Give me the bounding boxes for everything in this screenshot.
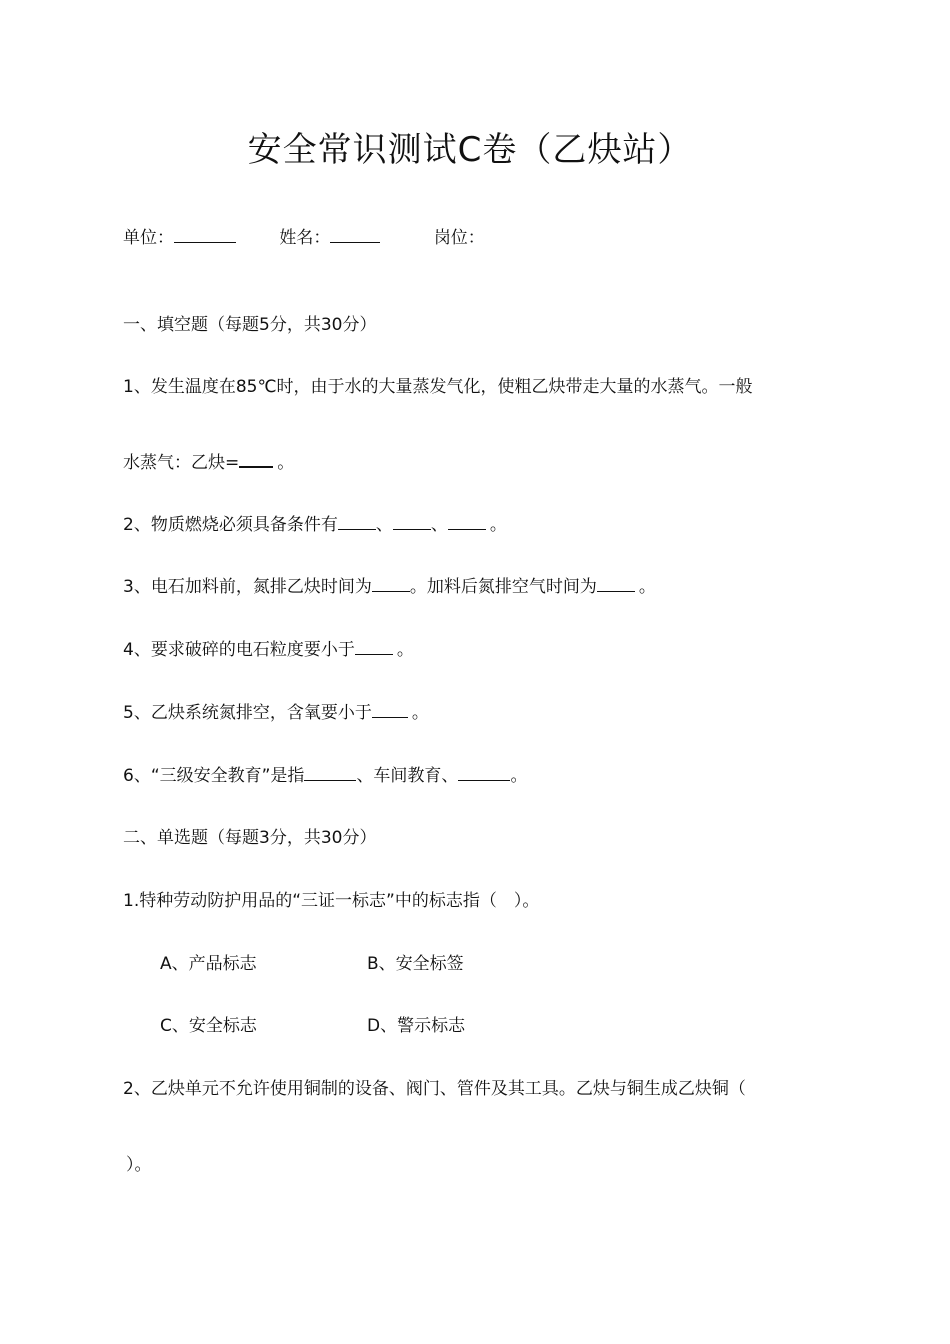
q2-sep-2: 、	[430, 515, 448, 535]
unit-blank[interactable]	[174, 226, 236, 243]
q6-blank-2[interactable]	[458, 764, 510, 781]
q2-suffix: 。	[489, 515, 507, 535]
q5-prefix: 5、乙炔系统氮排空，含氧要小于	[123, 703, 372, 723]
q1-option-a[interactable]: A、产品标志	[160, 954, 257, 974]
q3-suffix: 。	[638, 577, 656, 597]
q2-prefix: 2、物质燃烧必须具备条件有	[123, 515, 338, 535]
q1-option-b[interactable]: B、安全标签	[367, 954, 464, 974]
q1-blank[interactable]	[239, 450, 273, 468]
q1-option-c[interactable]: C、安全标志	[160, 1016, 257, 1036]
q5-blank[interactable]	[372, 701, 408, 718]
choice-question-2-line2: ）。	[126, 1155, 152, 1175]
q3-prefix: 3、电石加料前，氮排乙炔时间为	[123, 577, 372, 597]
q6-suffix: 。	[510, 766, 528, 786]
header-info-row	[123, 226, 485, 250]
fill-question-6	[123, 764, 527, 788]
q6-prefix: 6、“三级安全教育”是指	[123, 766, 305, 786]
q2-sep-1: 、	[375, 515, 393, 535]
q2-blank-3[interactable]	[448, 513, 486, 530]
fill-question-1-line1: 1、发生温度在85℃时，由于水的大量蒸发气化，使粗乙炔带走大量的水蒸气。一般	[123, 377, 753, 397]
q2-blank-2[interactable]	[393, 513, 431, 530]
q4-prefix: 4、要求破碎的电石粒度要小于	[123, 640, 355, 660]
q6-mid: 、车间教育、	[356, 766, 459, 786]
page-title: 安全常识测试C卷（乙炔站）	[247, 130, 693, 170]
fill-question-3	[123, 575, 656, 599]
q1-suffix: 。	[277, 453, 295, 473]
post-label: 岗位：	[433, 228, 485, 248]
fill-question-4	[123, 638, 414, 662]
section1-heading: 一、填空题（每题5分，共30分）	[123, 315, 377, 335]
unit-label: 单位：	[123, 228, 174, 248]
fill-question-5	[123, 701, 429, 725]
section2-heading: 二、单选题（每题3分，共30分）	[123, 828, 377, 848]
name-blank[interactable]	[330, 226, 380, 243]
q5-suffix: 。	[411, 703, 429, 723]
choice-question-1: 1.特种劳动防护用品的“三证一标志”中的标志指（ ）。	[123, 891, 540, 911]
q2-blank-1[interactable]	[338, 513, 376, 530]
q1-option-d[interactable]: D、警示标志	[367, 1016, 466, 1036]
name-label: 姓名：	[279, 228, 331, 248]
q4-blank[interactable]	[355, 638, 393, 655]
q6-blank-1[interactable]	[304, 764, 356, 781]
q3-mid: 。加料后氮排空气时间为	[409, 577, 597, 597]
choice-question-2-line1: 2、乙炔单元不允许使用铜制的设备、阀门、管件及其工具。乙炔与铜生成乙炔铜（	[123, 1079, 746, 1099]
q4-suffix: 。	[396, 640, 414, 660]
q3-blank-2[interactable]	[597, 575, 635, 592]
fill-question-1-line2	[123, 450, 294, 475]
q1-prefix: 水蒸气：乙炔=	[123, 453, 240, 473]
q3-blank-1[interactable]	[372, 575, 410, 592]
fill-question-2	[123, 513, 507, 537]
